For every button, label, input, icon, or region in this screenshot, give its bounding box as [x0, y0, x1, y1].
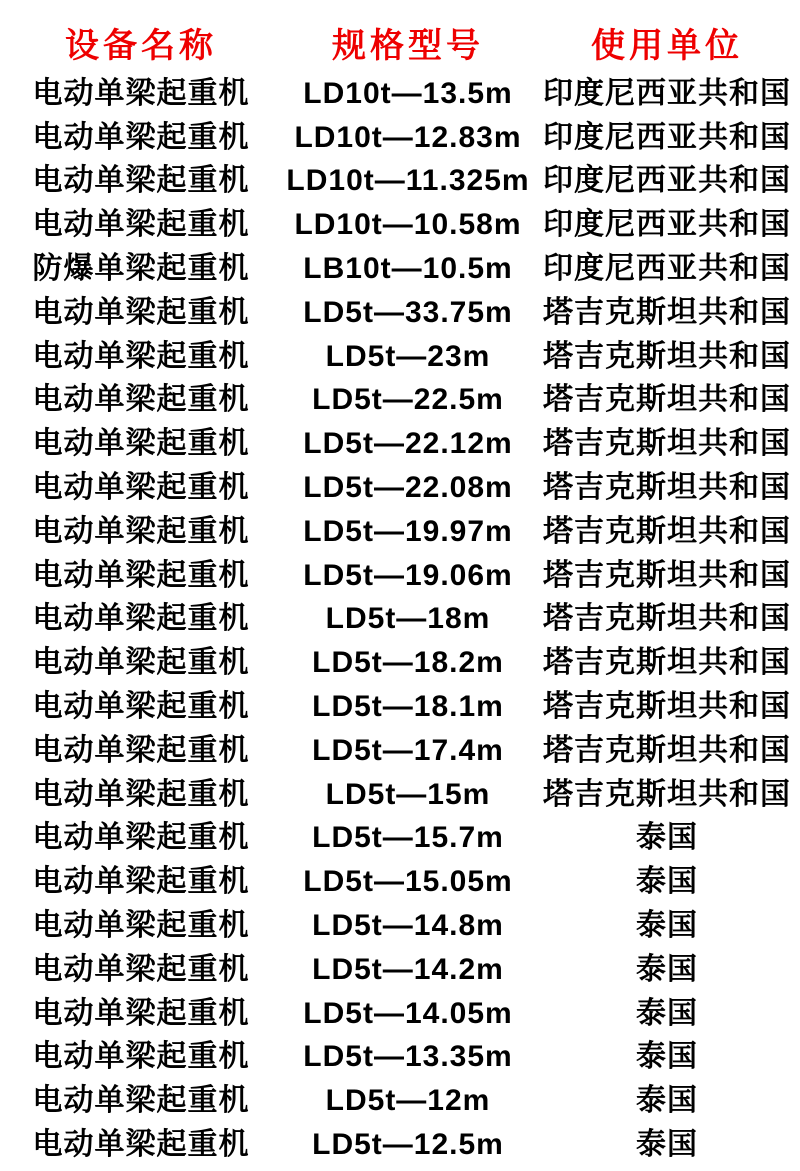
table-row	[0, 817, 800, 861]
table-row	[0, 1079, 800, 1123]
column-header-using-unit: 使用单位	[591, 27, 743, 65]
using-unit-cell: 印度尼西亚共和国	[543, 164, 791, 198]
using-unit-cell: 塔吉克斯坦共和国	[543, 690, 791, 724]
equipment-name-cell: 电动单梁起重机	[32, 821, 250, 855]
table-row	[0, 773, 800, 817]
spec-model-cell: LD5t—14.8m	[312, 909, 504, 943]
spec-model-cell: LD5t—23m	[325, 339, 491, 373]
column-header-equipment-name: 设备名称	[65, 27, 217, 65]
equipment-name-cell: 电动单梁起重机	[32, 471, 250, 505]
using-unit-cell: 印度尼西亚共和国	[543, 252, 791, 286]
equipment-name-cell: 电动单梁起重机	[32, 164, 250, 198]
spec-model-cell: LD5t—14.05m	[303, 996, 513, 1030]
table-row	[0, 904, 800, 948]
using-unit-cell: 塔吉克斯坦共和国	[543, 339, 791, 373]
using-unit-cell: 塔吉克斯坦共和国	[543, 427, 791, 461]
equipment-name-cell: 电动单梁起重机	[32, 646, 250, 680]
table-row	[0, 685, 800, 729]
spec-model-cell: LB10t—10.5m	[303, 252, 513, 286]
table-row	[0, 598, 800, 642]
spec-model-cell: LD5t—22.12m	[303, 427, 513, 461]
using-unit-cell: 泰国	[636, 1040, 698, 1074]
spec-model-cell: LD5t—12m	[325, 1084, 491, 1118]
using-unit-cell: 泰国	[636, 1128, 698, 1162]
table-row	[0, 948, 800, 992]
using-unit-cell: 印度尼西亚共和国	[543, 76, 791, 110]
table-row	[0, 510, 800, 554]
equipment-name-cell: 电动单梁起重机	[32, 208, 250, 242]
spec-model-cell: LD5t—15.7m	[312, 821, 504, 855]
using-unit-cell: 印度尼西亚共和国	[543, 208, 791, 242]
spec-model-cell: LD5t—13.35m	[303, 1040, 513, 1074]
spec-model-cell: LD5t—14.2m	[312, 952, 504, 986]
table-row	[0, 160, 800, 204]
using-unit-cell: 泰国	[636, 996, 698, 1030]
table-row	[0, 72, 800, 116]
spec-model-cell: LD5t—12.5m	[312, 1128, 504, 1162]
equipment-name-cell: 电动单梁起重机	[32, 558, 250, 592]
spec-model-cell: LD5t—18m	[325, 602, 491, 636]
equipment-name-cell: 电动单梁起重机	[32, 733, 250, 767]
equipment-name-cell: 电动单梁起重机	[32, 602, 250, 636]
equipment-name-cell: 电动单梁起重机	[32, 777, 250, 811]
equipment-name-cell: 电动单梁起重机	[32, 514, 250, 548]
using-unit-cell: 塔吉克斯坦共和国	[543, 295, 791, 329]
using-unit-cell: 泰国	[636, 1084, 698, 1118]
spec-model-cell: LD5t—15.05m	[303, 865, 513, 899]
using-unit-cell: 泰国	[636, 952, 698, 986]
equipment-name-cell: 电动单梁起重机	[32, 383, 250, 417]
table-row	[0, 291, 800, 335]
table-row	[0, 247, 800, 291]
using-unit-cell: 泰国	[636, 909, 698, 943]
table-row	[0, 466, 800, 510]
using-unit-cell: 泰国	[636, 865, 698, 899]
equipment-name-cell: 电动单梁起重机	[32, 1128, 250, 1162]
spec-model-cell: LD5t—15m	[325, 777, 491, 811]
using-unit-cell: 塔吉克斯坦共和国	[543, 777, 791, 811]
table-row	[0, 1036, 800, 1080]
spec-model-cell: LD5t—18.2m	[312, 646, 504, 680]
table-row	[0, 116, 800, 160]
equipment-name-cell: 电动单梁起重机	[32, 295, 250, 329]
equipment-name-cell: 电动单梁起重机	[32, 690, 250, 724]
using-unit-cell: 塔吉克斯坦共和国	[543, 383, 791, 417]
spec-model-cell: LD5t—19.06m	[303, 558, 513, 592]
table-row	[0, 379, 800, 423]
using-unit-cell: 塔吉克斯坦共和国	[543, 646, 791, 680]
using-unit-cell: 泰国	[636, 821, 698, 855]
table-row	[0, 335, 800, 379]
table-row	[0, 860, 800, 904]
spec-model-cell: LD5t—22.08m	[303, 471, 513, 505]
equipment-name-cell: 电动单梁起重机	[32, 996, 250, 1030]
using-unit-cell: 塔吉克斯坦共和国	[543, 558, 791, 592]
equipment-name-cell: 防爆单梁起重机	[32, 252, 250, 286]
equipment-name-cell: 电动单梁起重机	[32, 1040, 250, 1074]
using-unit-cell: 塔吉克斯坦共和国	[543, 471, 791, 505]
equipment-name-cell: 电动单梁起重机	[32, 427, 250, 461]
table-row	[0, 203, 800, 247]
spec-model-cell: LD10t—13.5m	[303, 76, 513, 110]
table-row	[0, 1123, 800, 1167]
table-row	[0, 422, 800, 466]
equipment-name-cell: 电动单梁起重机	[32, 952, 250, 986]
spec-model-cell: LD5t—18.1m	[312, 690, 504, 724]
spec-model-cell: LD5t—17.4m	[312, 733, 504, 767]
equipment-name-cell: 电动单梁起重机	[32, 76, 250, 110]
table-row	[0, 554, 800, 598]
equipment-name-cell: 电动单梁起重机	[32, 909, 250, 943]
spec-model-cell: LD10t—12.83m	[294, 120, 522, 154]
equipment-name-cell: 电动单梁起重机	[32, 865, 250, 899]
column-header-spec-model: 规格型号	[332, 27, 484, 65]
spec-model-cell: LD5t—22.5m	[312, 383, 504, 417]
equipment-name-cell: 电动单梁起重机	[32, 120, 250, 154]
spec-model-cell: LD5t—19.97m	[303, 514, 513, 548]
spec-model-cell: LD5t—33.75m	[303, 295, 513, 329]
equipment-name-cell: 电动单梁起重机	[32, 339, 250, 373]
spec-model-cell: LD10t—10.58m	[294, 208, 522, 242]
using-unit-cell: 塔吉克斯坦共和国	[543, 733, 791, 767]
table-row	[0, 729, 800, 773]
using-unit-cell: 塔吉克斯坦共和国	[543, 602, 791, 636]
table-header-row	[0, 20, 800, 72]
using-unit-cell: 印度尼西亚共和国	[543, 120, 791, 154]
table-row	[0, 992, 800, 1036]
equipment-name-cell: 电动单梁起重机	[32, 1084, 250, 1118]
table-body	[0, 72, 800, 1167]
table-row	[0, 641, 800, 685]
spec-model-cell: LD10t—11.325m	[286, 164, 530, 198]
using-unit-cell: 塔吉克斯坦共和国	[543, 514, 791, 548]
